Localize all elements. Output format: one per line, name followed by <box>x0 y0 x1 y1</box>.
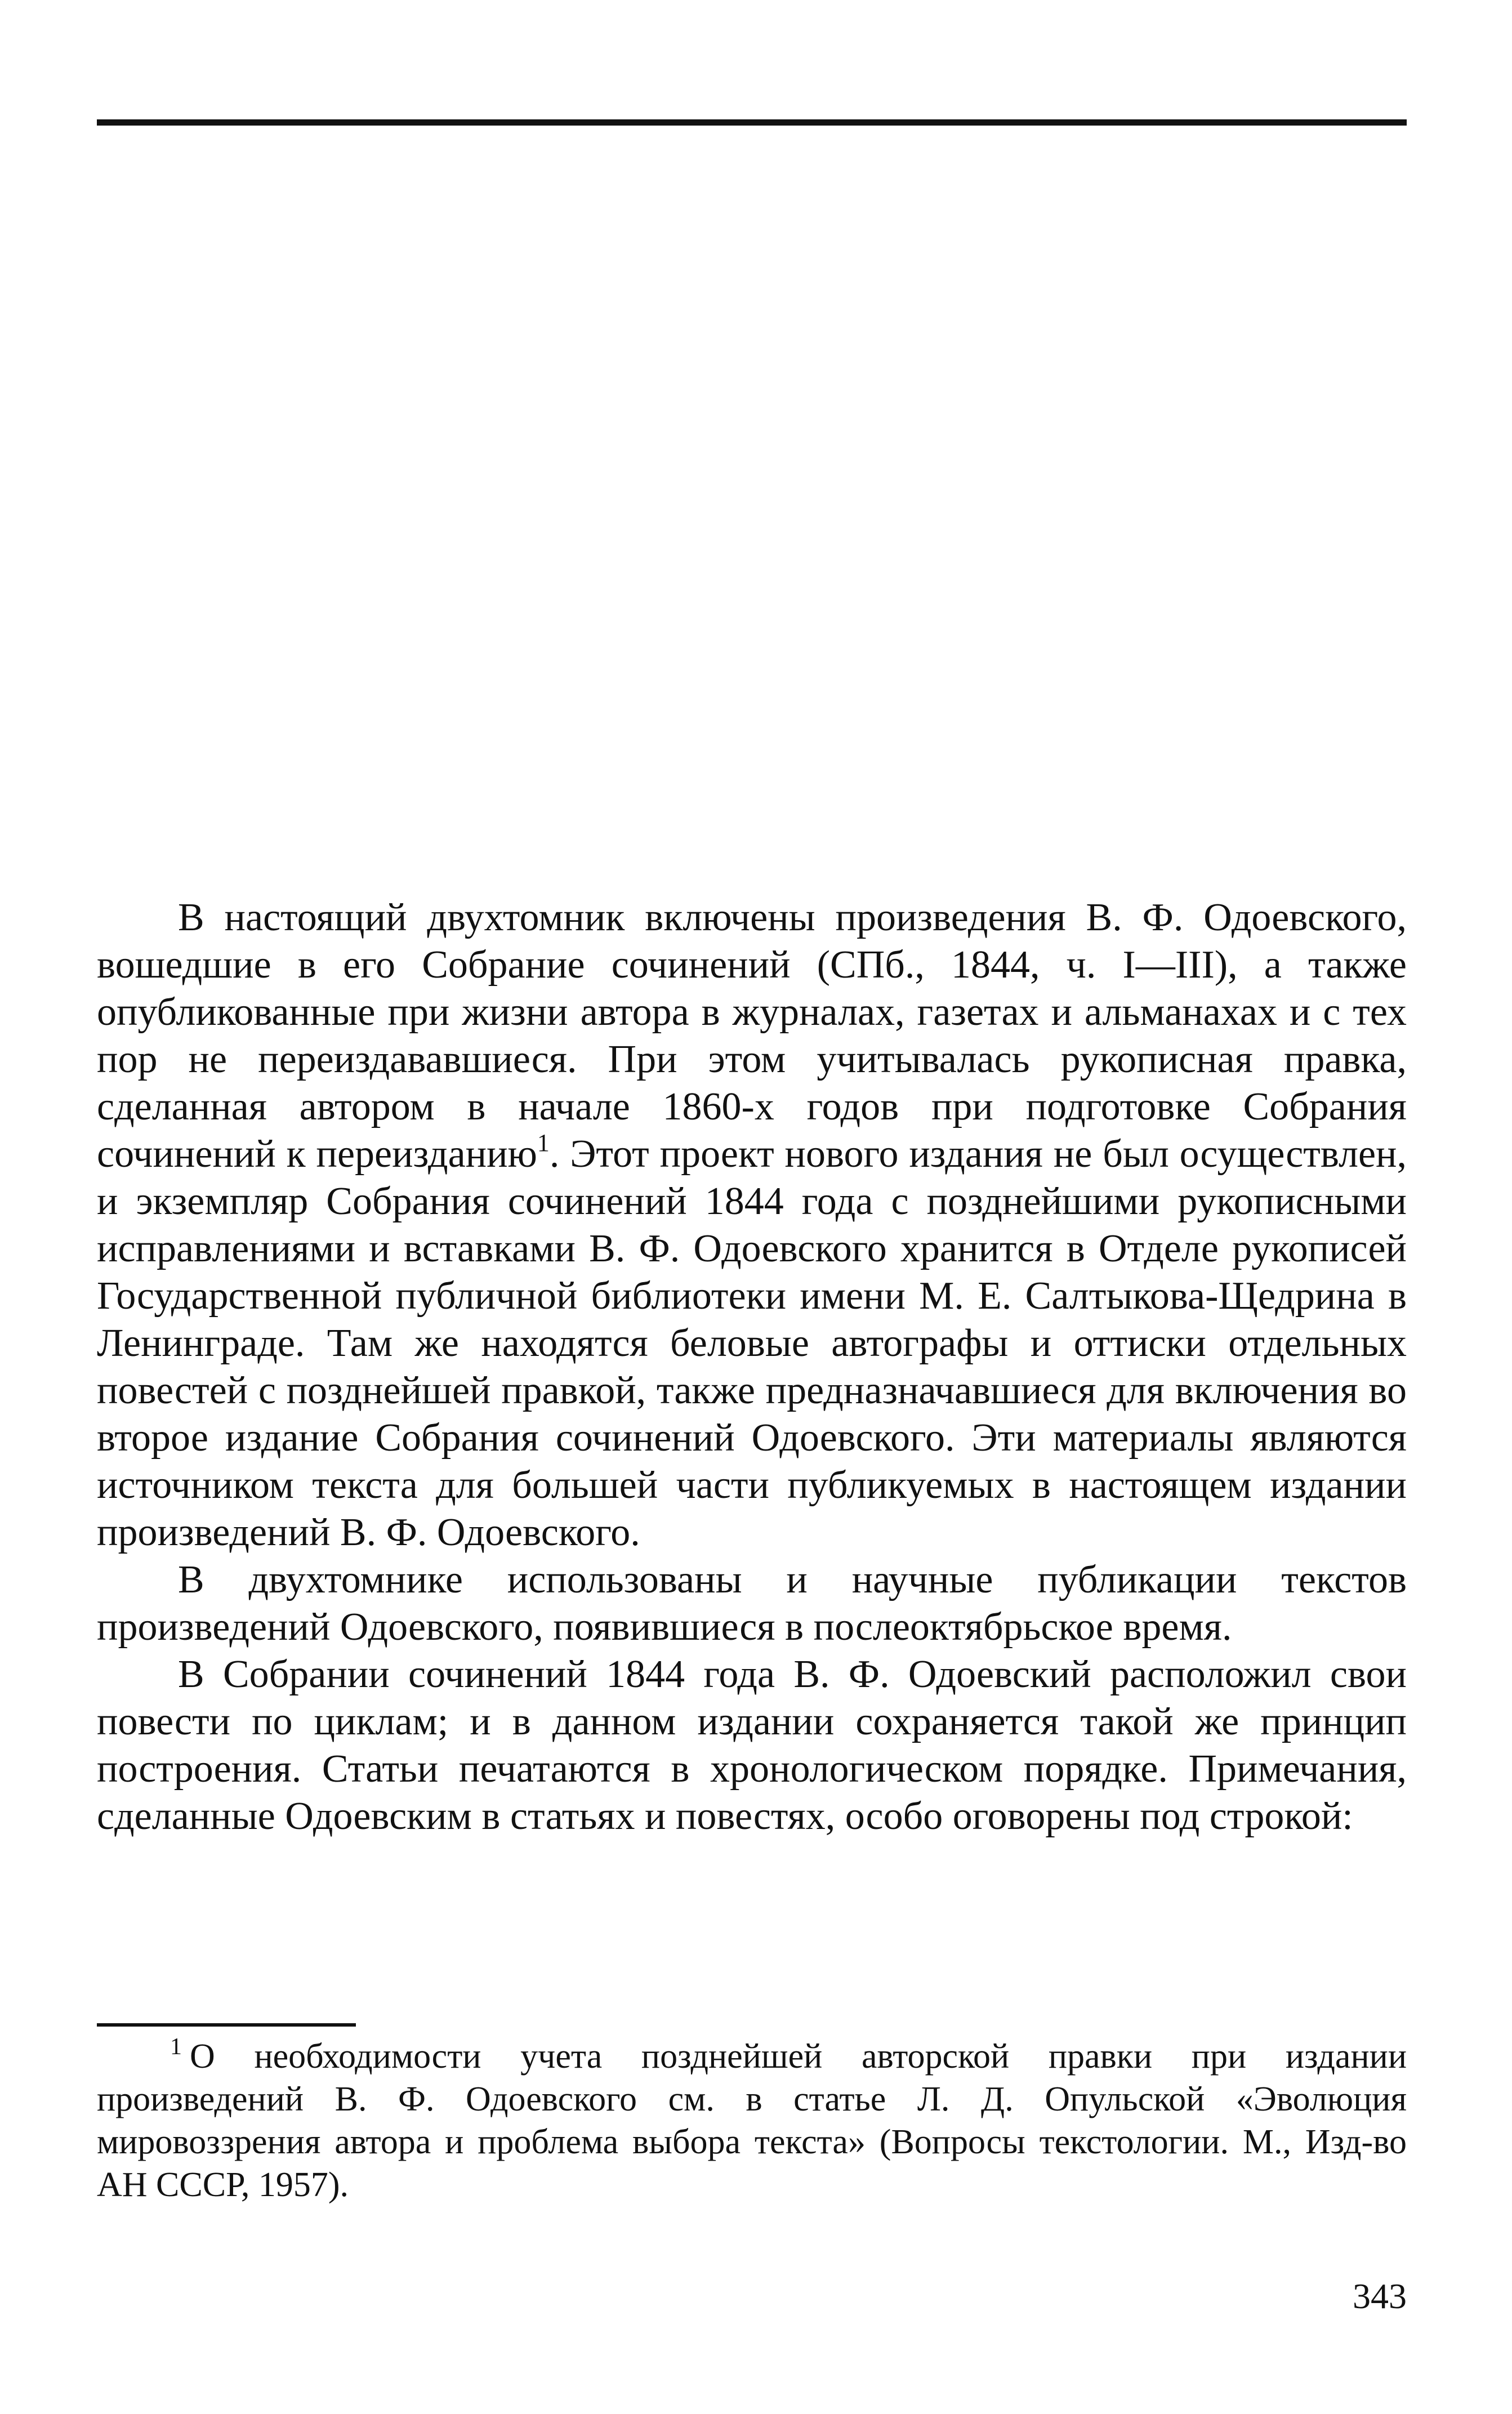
page-number: 343 <box>1353 2276 1407 2316</box>
paragraph-1 <box>97 894 1407 1556</box>
footnote-text: О необходимости учета позднейшей авторской правки при издании произведений В. Ф. Одоевского см. в статье Л. Д. Опульской «Эволюция мировоззрения автора и проблема выбора текста» (Вопросы текстологии. М., Изд-во АН СССР, 1957). <box>97 2037 1407 2204</box>
main-text <box>97 894 1407 1840</box>
paragraph-1-text-b: . Этот проект нового издания не был осуществлен, и экземпляр Собрания сочинений 1844 года с позднейшими рукописными исправлениями и вставками В. Ф. Одоевского хранится в Отделе рукописей Государственной публичной библиотеки имени М. Е. Салтыкова-Щедрина в Ленинграде. Там же находятся беловые автографы и оттиски отдельных повестей с позднейшей правкой, также предназначавшиеся для включения во второе издание Собрания сочинений Одоевского. Эти материалы являются источником текста для большей части публикуемых в настоящем издании произведений В. Ф. Одоевского. <box>97 1132 1407 1554</box>
footnote-mark: 1 <box>170 2034 182 2060</box>
paragraph-1-text-a: В настоящий двухтомник включены произведения В. Ф. Одоевского, вошедшие в его Собрание сочинений (СПб., 1844, ч. I—III), а также опубликованные при жизни автора в журналах, газетах и альманахах и с тех пор не переиздававшиеся. При этом учитывалась рукописная правка, сделанная автором в начале 1860-х годов при подготовке Собрания сочинений к переизданию <box>97 896 1407 1176</box>
footnote <box>97 2035 1407 2206</box>
paragraph-2: В двухтомнике использованы и научные публикации текстов произведений Одоевского, появившиеся в послеоктябрьское время. <box>97 1558 1407 1649</box>
paragraph-3: В Собрании сочинений 1844 года В. Ф. Одоевский расположил свои повести по циклам; и в данном издании сохраняется такой же принцип построения. Статьи печатаются в хронологическом порядке. Примечания, сделанные Одоевским в статьях и повестях, особо оговорены под строкой: <box>97 1653 1407 1838</box>
top-rule <box>97 119 1407 126</box>
footnote-rule <box>97 2023 356 2027</box>
footnote-reference: 1 <box>537 1129 550 1157</box>
